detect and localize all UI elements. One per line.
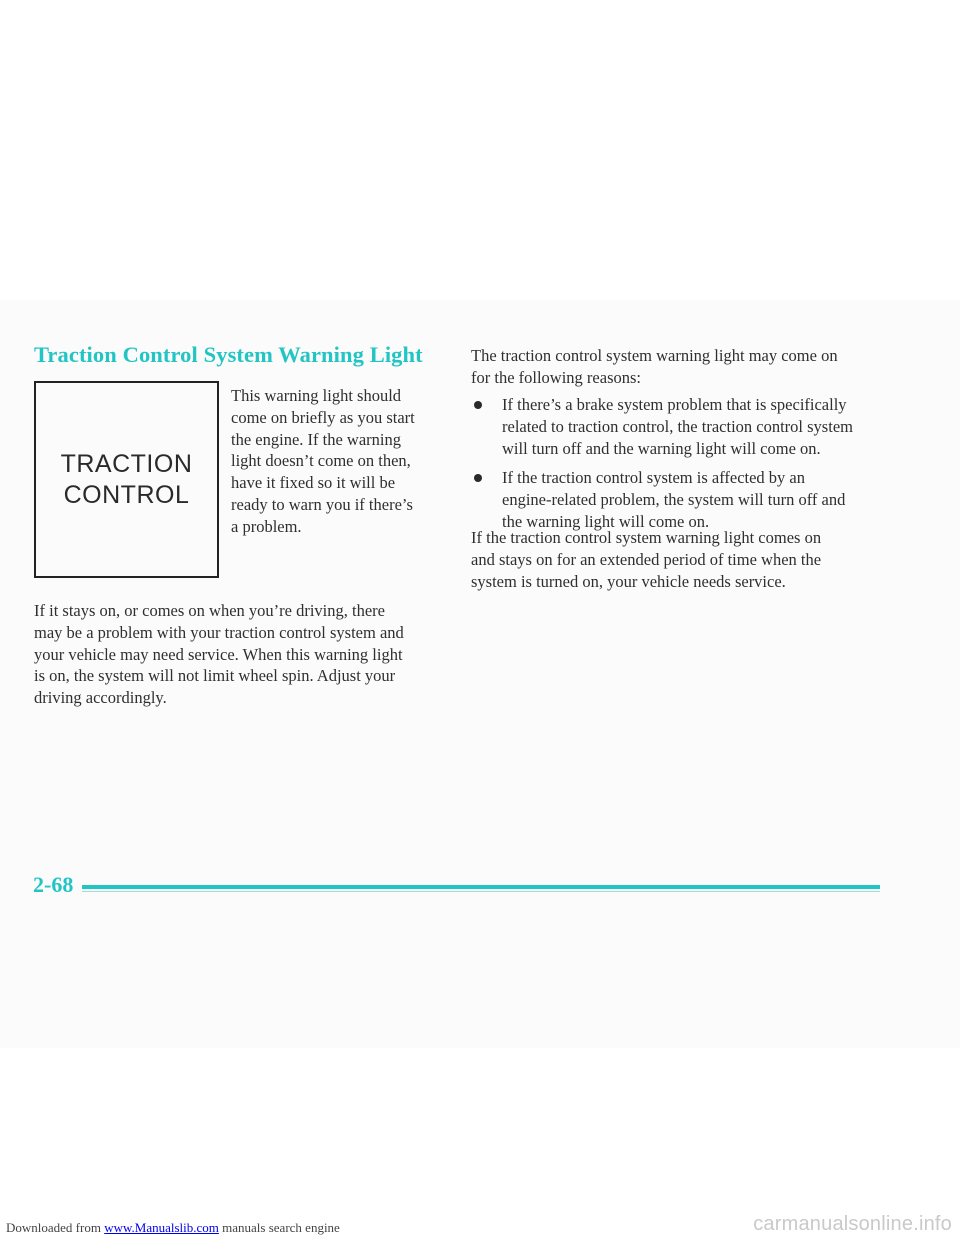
watermark-text: carmanualsonline.info: [753, 1213, 952, 1235]
download-suffix: manuals search engine: [218, 1220, 340, 1235]
reasons-list: [471, 394, 901, 541]
closing-paragraph: If the traction control system warning light comes on and stays on for an extended period of time when the system is turned on, your vehicle needs service.: [471, 528, 822, 591]
footer-rule-thin: [82, 891, 880, 892]
bullet-icon: [474, 401, 482, 409]
list-item-text: If the traction control system is affected by an engine-related problem, the system will turn off and the warning light will come on.: [502, 468, 846, 531]
section-title: Traction Control System Warning Light: [34, 342, 423, 367]
footer-rule: [82, 885, 880, 889]
page-number: 2-68: [33, 872, 74, 897]
list-item-text: If there’s a brake system problem that is specifically related to traction control, the traction control system will turn off and the warning light will come on.: [502, 395, 853, 458]
list-item: [471, 394, 901, 459]
traction-control-indicator-icon: [34, 381, 219, 578]
list-item: [471, 467, 901, 532]
reasons-intro-paragraph: The traction control system warning light may come on for the following reasons:: [471, 346, 838, 387]
indicator-label: TRACTION CONTROL: [60, 449, 193, 509]
download-credit: [6, 1220, 340, 1236]
intro-paragraph: This warning light should come on briefly as you start the engine. If the warning light doesn’t come on then, have it fixed so it will be ready to warn you if there’s a problem.: [231, 386, 415, 536]
download-prefix: Downloaded from: [6, 1220, 105, 1235]
stays-on-paragraph: If it stays on, or comes on when you’re driving, there may be a problem with your traction control system and your vehicle may need service. When this warning light is on, the system will not limit wheel spin. Adjust your driving accordingly.: [34, 601, 404, 708]
manualslib-link[interactable]: www.Manualslib.com: [104, 1220, 219, 1235]
bullet-icon: [474, 474, 482, 482]
